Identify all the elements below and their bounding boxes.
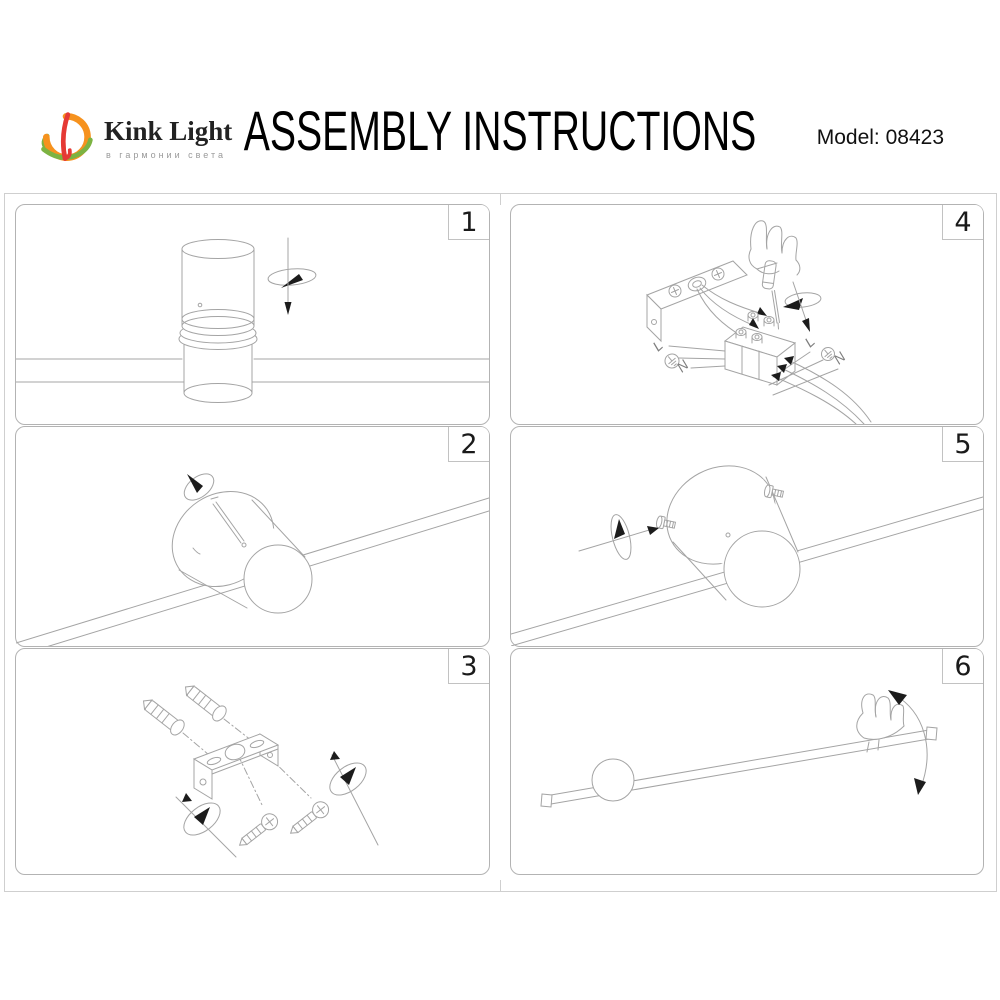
live-label: L: [801, 333, 818, 351]
step-number-badge: 3: [448, 649, 489, 684]
mounting-screw: [286, 799, 332, 840]
model-number: Model: 08423: [816, 126, 944, 149]
step-number-badge: 6: [942, 649, 983, 684]
step6-illustration: [511, 649, 983, 874]
step4-illustration: [511, 205, 983, 424]
step-panel-1: [15, 204, 490, 425]
brand-tagline: в гармонии света: [106, 150, 227, 160]
terminal-block: [725, 312, 795, 386]
step-number-badge: 2: [448, 427, 489, 462]
rotate-arrow: [324, 751, 378, 845]
step-number-badge: 5: [942, 427, 983, 462]
hand: [857, 694, 904, 752]
kink-light-logo-icon: [36, 108, 96, 168]
rotate-arrow: [783, 282, 822, 332]
step-panel-3: [15, 648, 490, 875]
panels-frame: [4, 193, 997, 892]
step-panel-6: [510, 648, 984, 875]
ceiling-bracket: [647, 261, 747, 341]
page-title: ASSEMBLY INSTRUCTIONS: [243, 99, 757, 162]
step2-illustration: [16, 427, 489, 646]
brand-name: Kink Light: [104, 116, 233, 146]
wall-anchor: [138, 694, 187, 737]
wall-bracket: [194, 734, 278, 799]
step-number-badge: 4: [942, 205, 983, 240]
neutral-label: N: [673, 356, 692, 376]
step-panel-5: [510, 426, 984, 647]
step3-illustration: [16, 649, 489, 874]
step-panel-4: [510, 204, 984, 425]
column-divider-tick-bottom: [500, 880, 501, 891]
neutral-label: N: [830, 348, 849, 368]
rotate-arrow: [579, 513, 659, 562]
step1-illustration: [16, 205, 489, 424]
mounting-screw: [235, 811, 281, 852]
wall-anchor: [180, 680, 229, 723]
rotate-arrow: [176, 793, 236, 857]
step5-illustration: [511, 427, 983, 646]
rotate-down-arrow: [267, 238, 316, 315]
column-divider-tick-top: [500, 194, 501, 205]
step-number-badge: 1: [448, 205, 489, 240]
live-label: L: [649, 337, 666, 355]
step-panel-2: [15, 426, 490, 647]
wire-labels-left: [649, 337, 725, 375]
